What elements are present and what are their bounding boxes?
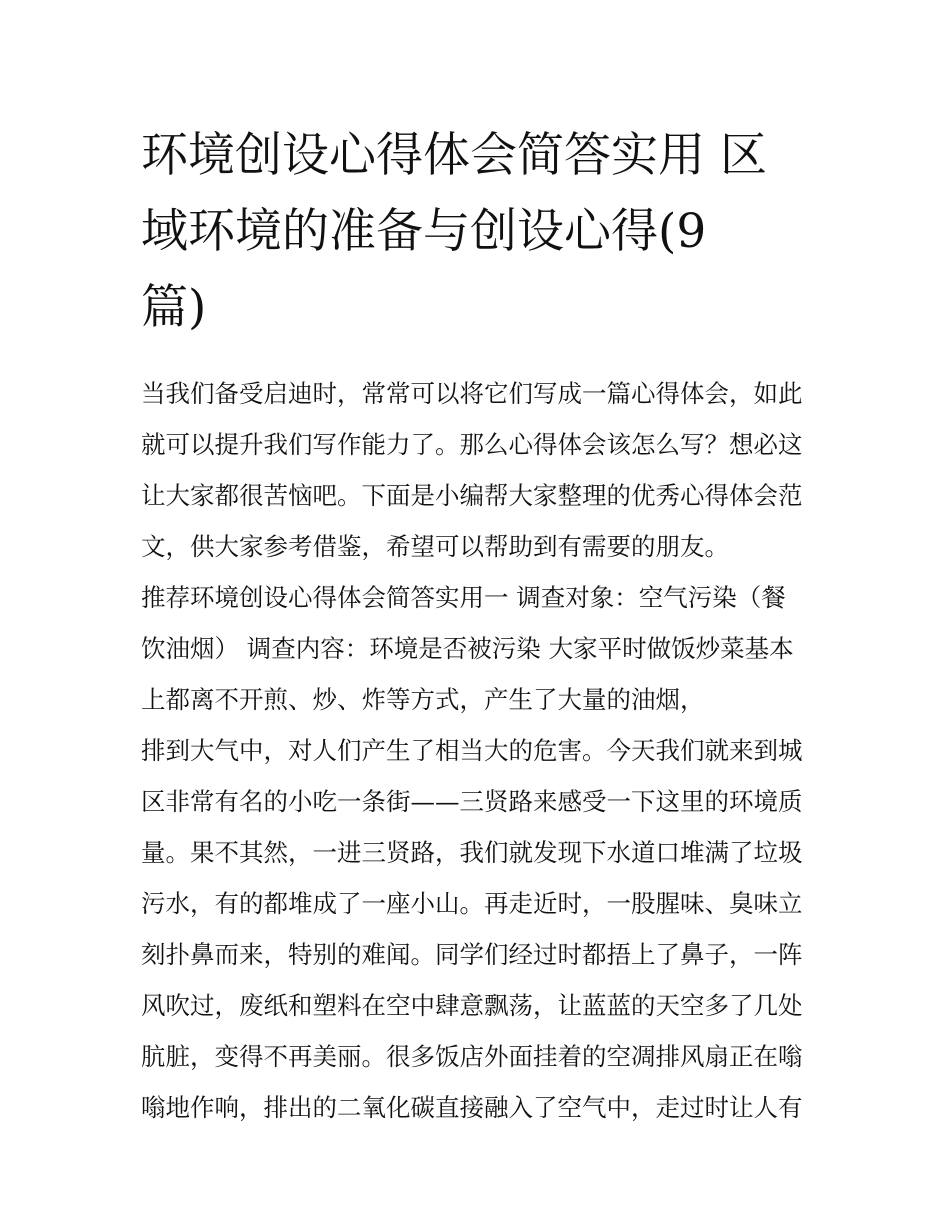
document-title (141, 118, 813, 346)
intro-line: 当我们备受启迪时，常常可以将它们写成一篇心得体会，如此 (141, 379, 803, 408)
article-line: 刻扑鼻而来，特别的难闻。同学们经过时都捂上了鼻子，一阵 (141, 940, 803, 969)
article-line: 上都离不开煎、炒、炸等方式，产生了大量的油烟， (141, 685, 705, 714)
article-line: 肮脏，变得不再美丽。很多饭店外面挂着的空凋排风扇正在嗡 (141, 1042, 803, 1071)
article-line: 区非常有名的小吃一条街——三贤路来感受一下这里的环境质 (141, 787, 803, 816)
article-line: 推荐环境创设心得体会简答实用一 调查对象：空气污染（餐 (141, 583, 786, 612)
title-line: 环境创设心得体会简答实用 区 (141, 128, 767, 183)
article-line: 风吹过，废纸和塑料在空中肆意飘荡，让蓝蓝的天空多了几处 (141, 991, 803, 1020)
article-line: 饮油烟） 调查内容：环境是否被污染 大家平时做饭炒菜基本 (141, 634, 794, 663)
article-line: 嗡地作响，排出的二氧化碳直接融入了空气中，走过时让人有 (141, 1093, 803, 1122)
title-line: 篇) (141, 280, 207, 335)
title-line: 域环境的准备与创设心得(9 (141, 204, 707, 259)
article-line: 排到大气中，对人们产生了相当大的危害。今天我们就来到城 (141, 736, 803, 765)
article-paragraph (141, 572, 813, 1133)
article-line: 量。果不其然，一进三贤路，我们就发现下水道口堆满了垃圾 (141, 838, 803, 867)
intro-line: 让大家都很苦恼吧。下面是小编帮大家整理的优秀心得体会范 (141, 481, 803, 510)
intro-line: 文，供大家参考借鉴，希望可以帮助到有需要的朋友。 (141, 532, 729, 561)
intro-paragraph (141, 368, 813, 572)
document-page (141, 118, 813, 1133)
article-line: 污水，有的都堆成了一座小山。再走近时，一股腥味、臭味立 (141, 889, 803, 918)
intro-line: 就可以提升我们写作能力了。那么心得体会该怎么写？想必这 (141, 430, 803, 459)
